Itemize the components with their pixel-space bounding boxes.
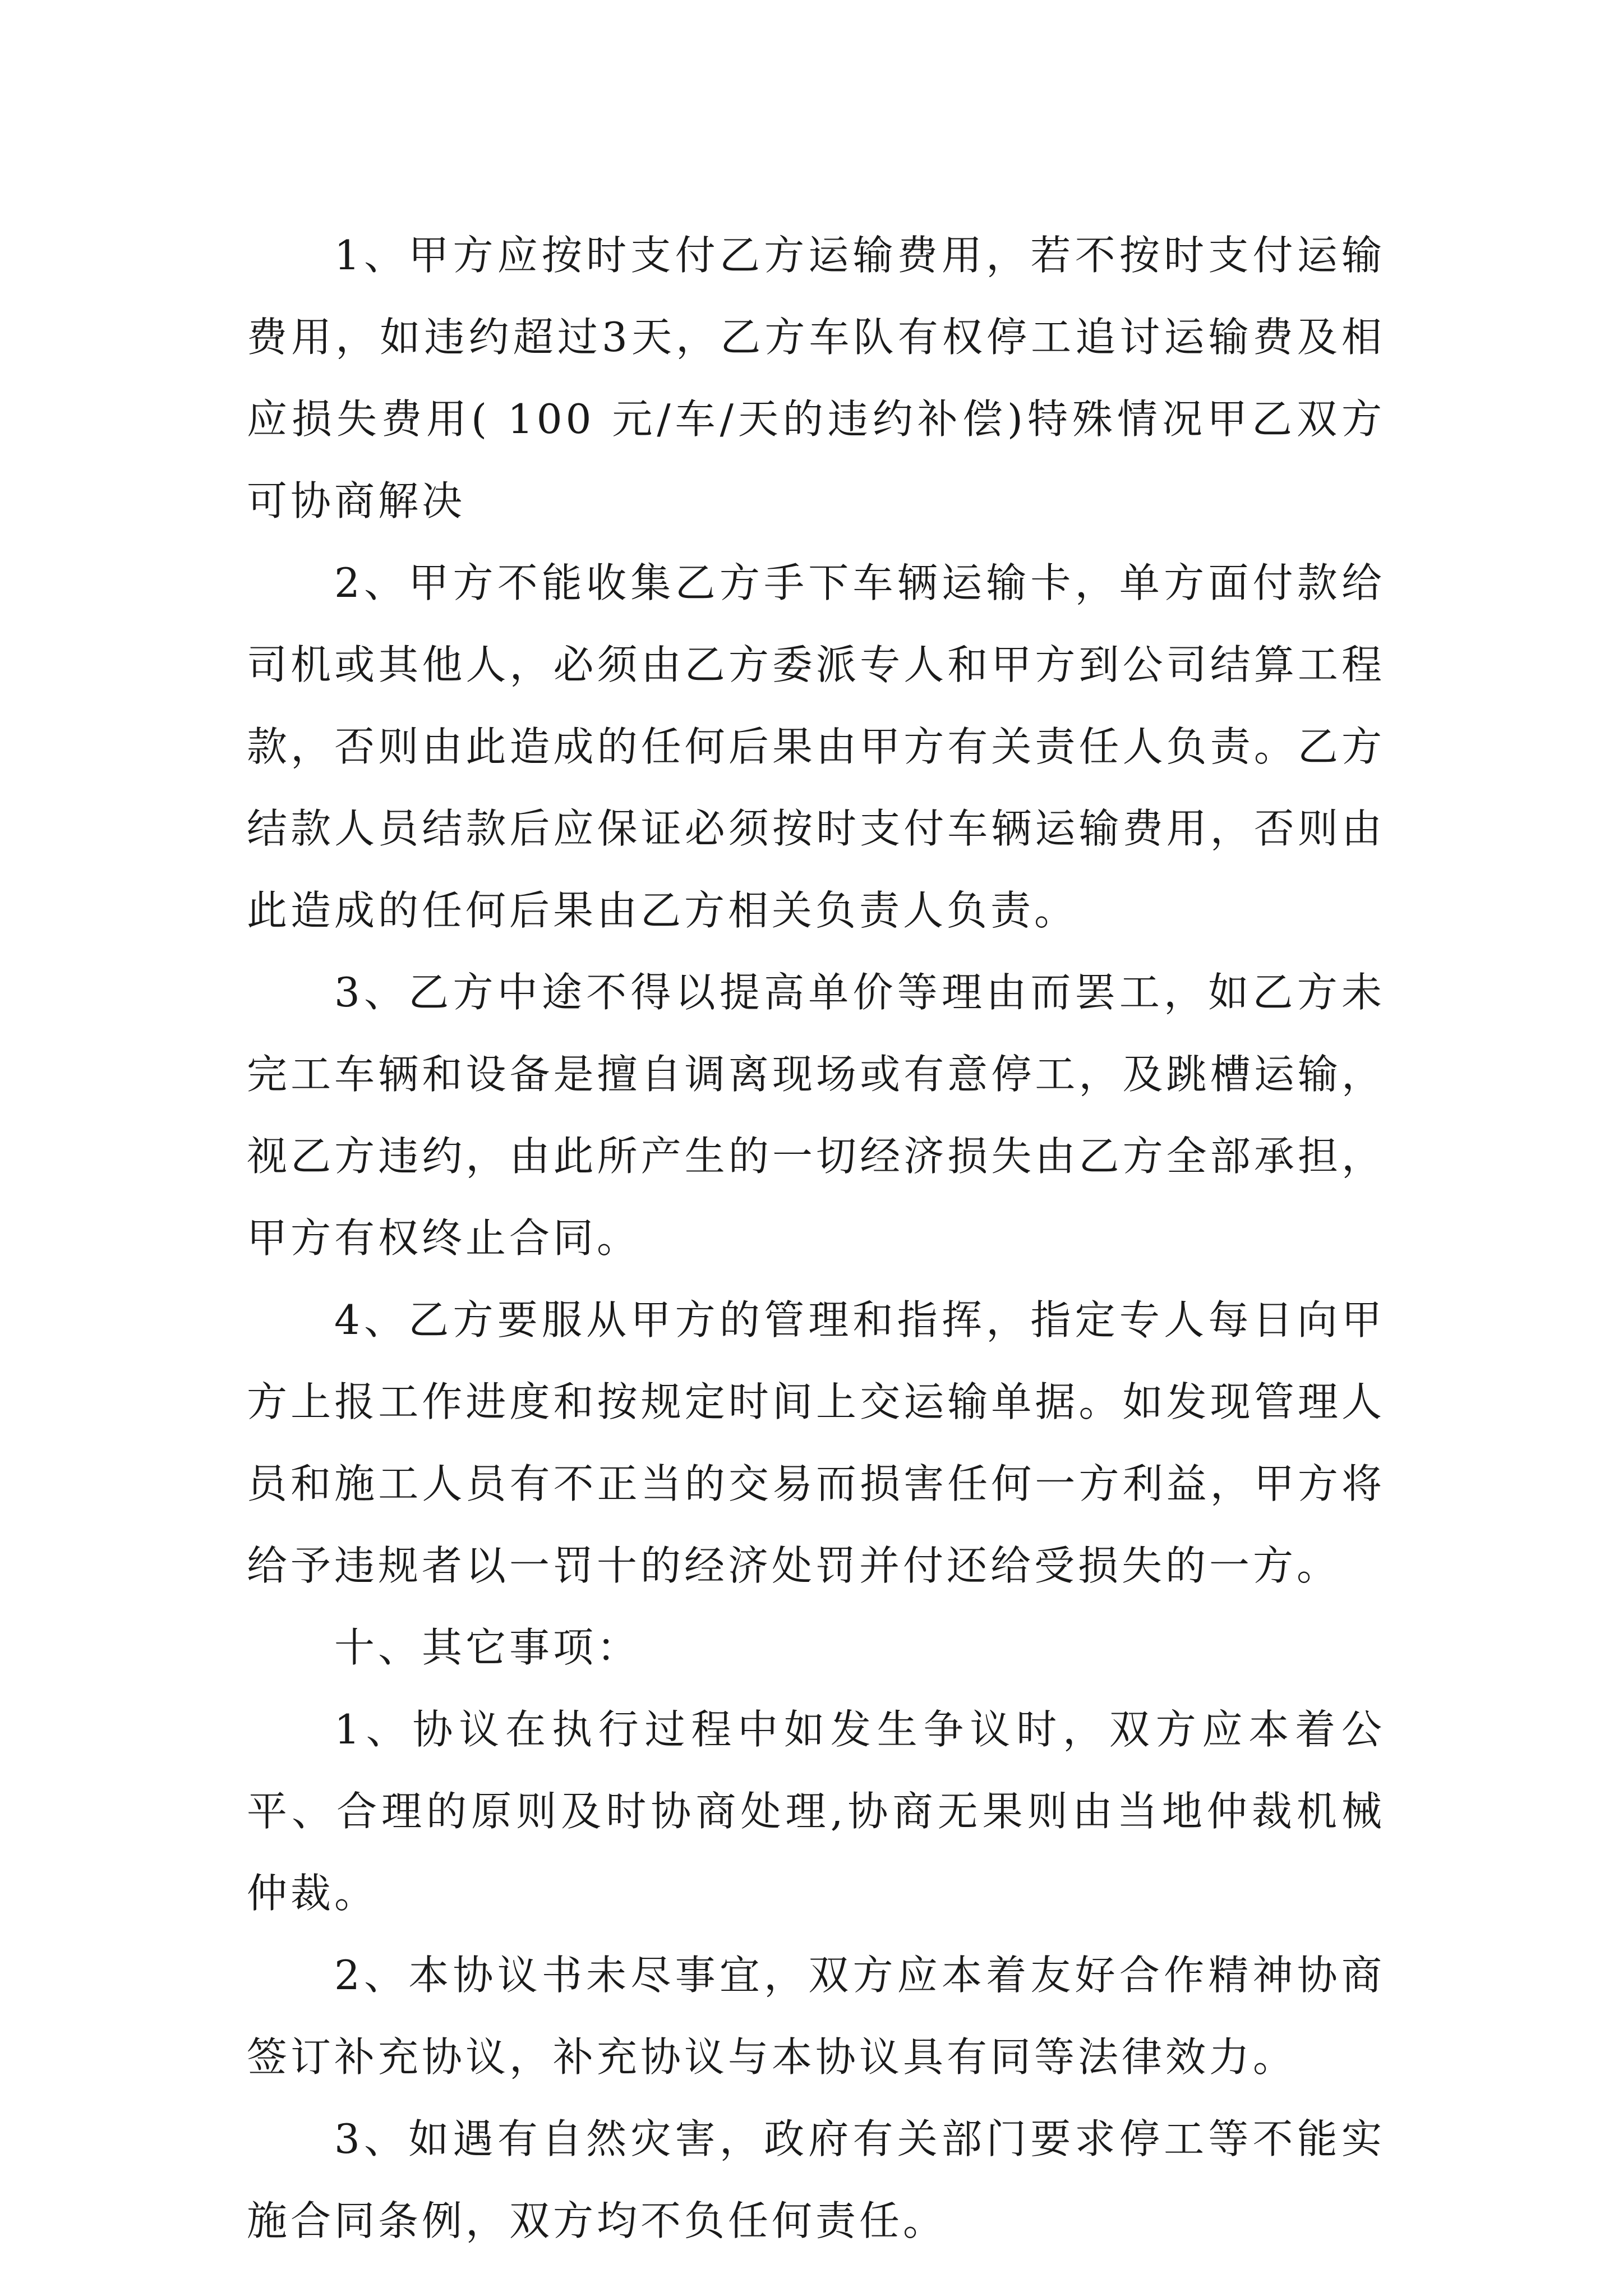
clause-1-payment: 1、甲方应按时支付乙方运输费用，若不按时支付运输费用，如违约超过3天，乙方车队有权停工追讨运输费及相应损失费用( 100 元/车/天的违约补偿)特殊情况甲乙双方可协商解决 bbox=[247, 232, 1385, 524]
clause-4-management: 4、乙方要服从甲方的管理和指挥，指定专人每日向甲方上报工作进度和按规定时间上交运输单据。如发现管理人员和施工人员有不正当的交易而损害任何一方利益，甲方将给予违规者以一罚十的经济处罚并付还给受损失的一方。 bbox=[247, 1296, 1385, 1589]
other-clause-1-dispute: 1、协议在执行过程中如发生争议时，双方应本着公平、合理的原则及时协商处理,协商无果则由当地仲裁机械仲裁。 bbox=[247, 1706, 1385, 1917]
document-body bbox=[247, 214, 1385, 2262]
other-clause-3-force-majeure: 3、如遇有自然灾害，政府有关部门要求停工等不能实施合同条例，双方均不负任何责任。 bbox=[247, 2115, 1385, 2244]
other-clause-2-supplement: 2、本协议书未尽事宜，双方应本着友好合作精神协商签订补充协议，补充协议与本协议具有同等法律效力。 bbox=[247, 1952, 1385, 2081]
clause-3-strike: 3、乙方中途不得以提高单价等理由而罢工，如乙方未完工车辆和设备是擅自调离现场或有意停工，及跳槽运输，视乙方违约，由此所产生的一切经济损失由乙方全部承担，甲方有权终止合同。 bbox=[247, 969, 1385, 1262]
clause-2-settlement: 2、甲方不能收集乙方手下车辆运输卡，单方面付款给司机或其他人，必须由乙方委派专人和甲方到公司结算工程款，否则由此造成的任何后果由甲方有关责任人负责。乙方结款人员结款后应保证必须按时支付车辆运输费用，否则由此造成的任何后果由乙方相关负责人负责。 bbox=[247, 559, 1385, 934]
section-heading-other-matters: 十、其它事项： bbox=[334, 1624, 641, 1671]
